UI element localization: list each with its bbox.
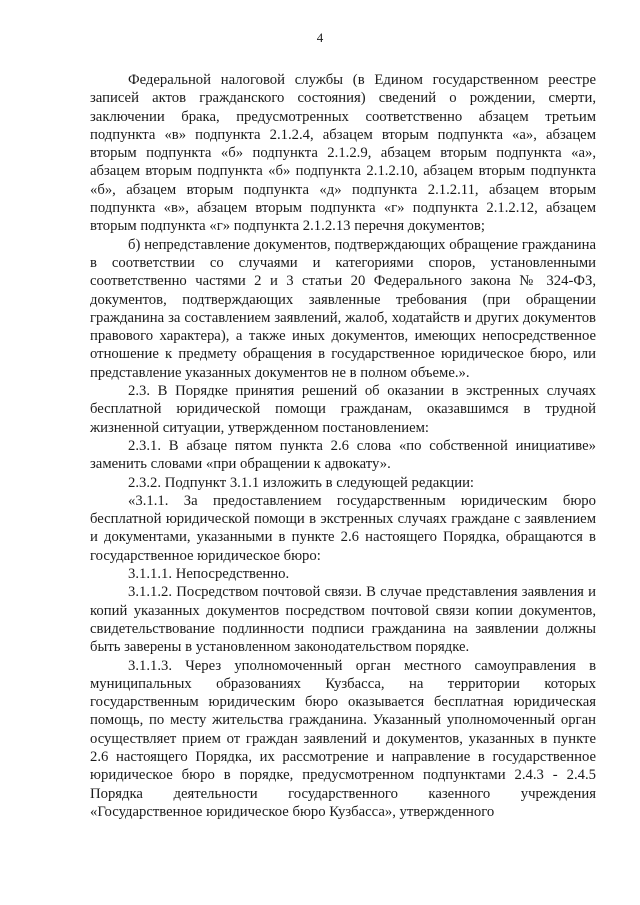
paragraph-3-1-1-1: 3.1.1.1. Непосредственно.: [128, 566, 290, 583]
paragraph-3-1-1: «3.1.1. За предоставлением государственным юридическим бюро бесплатной юридической помощи в экстренных случаях граждане с заявлением и документами, указанными в пункте 2.6 настоящего Порядка, обращаются в государственное юридическое бюро:: [90, 492, 596, 564]
page-number: 4: [316, 30, 324, 45]
document-body: [90, 71, 596, 821]
paragraph-2-3: 2.3. В Порядке принятия решений об оказании в экстренных случаях бесплатной юридической помощи гражданам, оказавшимся в трудной жизненной ситуации, утвержденном постановлением:: [90, 383, 596, 436]
paragraph-fns-sources: Федеральной налоговой службы (в Едином государственном реестре записей актов гражданского состояния) сведений о рождении, смерти, заключении брака, предусмотренных соответственно абзацем третьим подпункта «в» подпункта 2.1.2.4, абзацем вторым подпункта «а», абзацем вторым подпункта «б» подпункта 2.1.2.9, абзацем вторым подпункта «а», абзацем вторым подпункта «б» подпункта 2.1.2.10, абзацем вторым подпункта «б», абзацем вторым подпункта «д» подпункта 2.1.2.11, абзацем вторым подпункта «в», абзацем вторым подпункта «г» подпункта 2.1.2.12, абзацем вторым подпункта «г» подпункта 2.1.2.13 перечня документов;: [90, 72, 596, 235]
paragraph-2-3-1: 2.3.1. В абзаце пятом пункта 2.6 слова «по собственной инициативе» заменить словами «при обращении к адвокату».: [90, 437, 596, 473]
paragraph-3-1-1-3: 3.1.1.3. Через уполномоченный орган местного самоуправления в муниципальных образованиях Кузбасса, на территории которых государственным юридическим бюро оказывается бесплатная юридическая помощь, по месту жительства гражданина. Указанный уполномоченный орган осуществляет прием от граждан заявлений и документов, указанных в пункте 2.6 настоящего Порядка, их рассмотрение и направление в государственное юридическое бюро в порядке, предусмотренном подпунктами 2.4.3 - 2.4.5 Порядка деятельности государственного казенного учреждения «Государственное юридическое бюро Кузбасса», утвержденного: [90, 657, 596, 820]
paragraph-item-b: б) непредставление документов, подтверждающих обращение гражданина в соответствии со случаями и категориями споров, установленными соответственно частями 2 и 3 статьи 20 Федерального закона № 324-ФЗ, документов, подтверждающих заявленные требования (при обращении гражданина за составлением заявлений, жалоб, ходатайств и других документов правового характера), а также иных документов, имеющих непосредственное отношение к предмету обращения в государственное юридическое бюро, или представление указанных документов не в полном объеме.».: [90, 236, 596, 381]
paragraph-2-3-2: 2.3.2. Подпункт 3.1.1 изложить в следующей редакции:: [128, 474, 475, 491]
paragraph-3-1-1-2: 3.1.1.2. Посредством почтовой связи. В случае представления заявления и копий указанных документов посредством почтовой связи копии документов, свидетельствование подлинности подписи гражданина на заявлении должны быть заверены в установленном законодательством порядке.: [90, 584, 596, 656]
